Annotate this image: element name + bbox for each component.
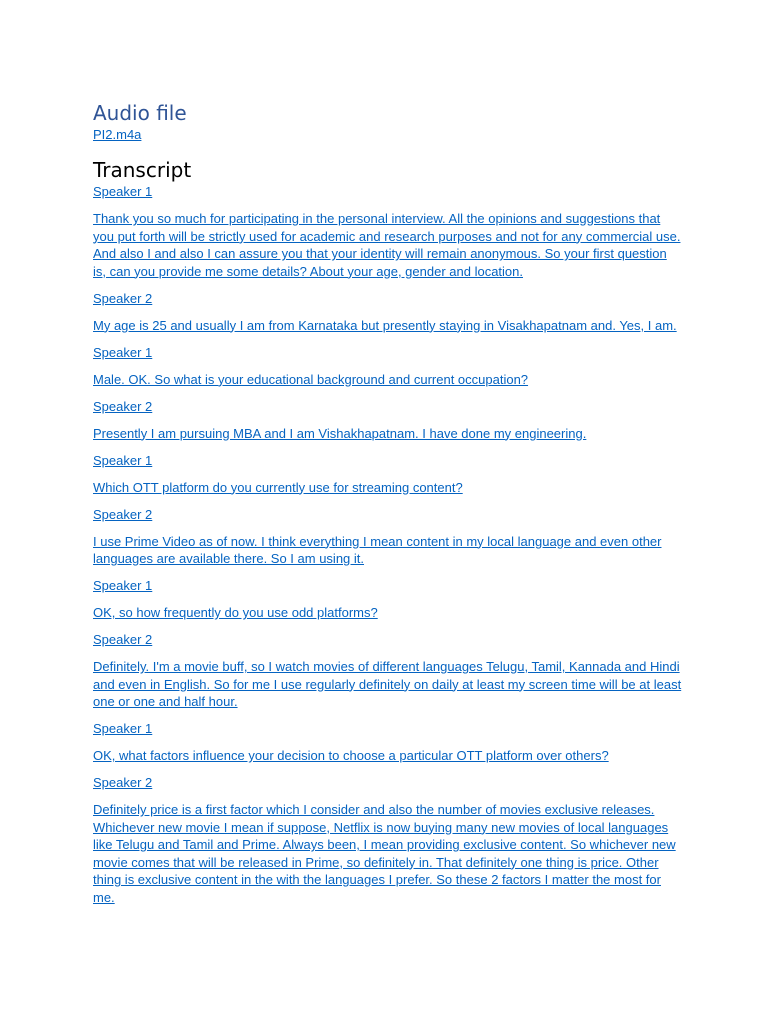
transcript-entry	[93, 290, 683, 335]
utterance-text[interactable]: OK, what factors influence your decision to choose a particular OTT platform over others?	[93, 748, 609, 763]
speaker-label[interactable]: Speaker 2	[93, 506, 153, 522]
speaker-label[interactable]: Speaker 1	[93, 721, 153, 736]
transcript-entry	[93, 506, 683, 568]
speaker-label[interactable]: Speaker 1	[93, 184, 153, 199]
utterance-text[interactable]: Which OTT platform do you currently use for streaming content?	[93, 479, 463, 495]
speaker-label[interactable]: Speaker 2	[93, 775, 153, 790]
audio-file-heading: Audio file	[93, 101, 187, 125]
transcript-entry	[93, 631, 683, 711]
speaker-label[interactable]: Speaker 1	[93, 452, 153, 468]
transcript-entry	[93, 774, 683, 906]
utterance-text[interactable]: Presently I am pursuing MBA and I am Vishakhapatnam. I have done my engineering.	[93, 425, 587, 441]
speaker-label[interactable]: Speaker 1	[93, 578, 153, 593]
utterance-text[interactable]: Thank you so much for participating in the personal interview. All the opinions and suggestions that you put forth will be strictly used for academic and research purposes and not for any commercial use. And also I and also I can assure you that your identity will remain anonymous. So your first question is, can you provide me some details? About your age, gender and location.	[93, 211, 681, 279]
transcript-entry	[93, 183, 683, 280]
audio-file-link[interactable]: PI2.m4a	[93, 127, 142, 142]
transcript-entry	[93, 577, 683, 622]
transcript-entry	[93, 344, 683, 389]
speaker-label[interactable]: Speaker 1	[93, 344, 153, 360]
utterance-text[interactable]: OK, so how frequently do you use odd platforms?	[93, 605, 378, 620]
utterance-text[interactable]: I use Prime Video as of now. I think everything I mean content in my local language and even other languages are available there. So I am using it.	[93, 533, 662, 566]
utterance-text[interactable]: My age is 25 and usually I am from Karnataka but presently staying in Visakhapatnam and. Yes, I am.	[93, 317, 677, 333]
speaker-label[interactable]: Speaker 2	[93, 632, 153, 647]
utterance-text[interactable]: Definitely price is a first factor which I consider and also the number of movies exclusive releases. Whichever new movie I mean if suppose, Netflix is now buying many new movies of local languages like Telugu and Tamil and Prime. Always been, I mean providing exclusive content. So whichever new movie comes that will be released in Prime, so definitely in. That definitely one thing is price. Other thing is exclusive content in the with the languages I prefer. So these 2 factors I matter the most for me.	[93, 802, 676, 905]
transcript-entry	[93, 452, 683, 497]
utterance-text[interactable]: Definitely. I'm a movie buff, so I watch movies of different languages Telugu, Tamil, Kannada and Hindi and even in English. So for me I use regularly definitely on daily at least my screen time will be at least one or one and half hour.	[93, 659, 682, 709]
speaker-label[interactable]: Speaker 2	[93, 290, 153, 306]
transcript-entry	[93, 398, 683, 443]
speaker-label[interactable]: Speaker 2	[93, 398, 153, 414]
transcript-body	[93, 183, 683, 906]
transcript-entry	[93, 720, 683, 765]
transcript-heading: Transcript	[93, 158, 192, 182]
document-page	[93, 100, 683, 916]
utterance-text[interactable]: Male. OK. So what is your educational background and current occupation?	[93, 371, 529, 387]
